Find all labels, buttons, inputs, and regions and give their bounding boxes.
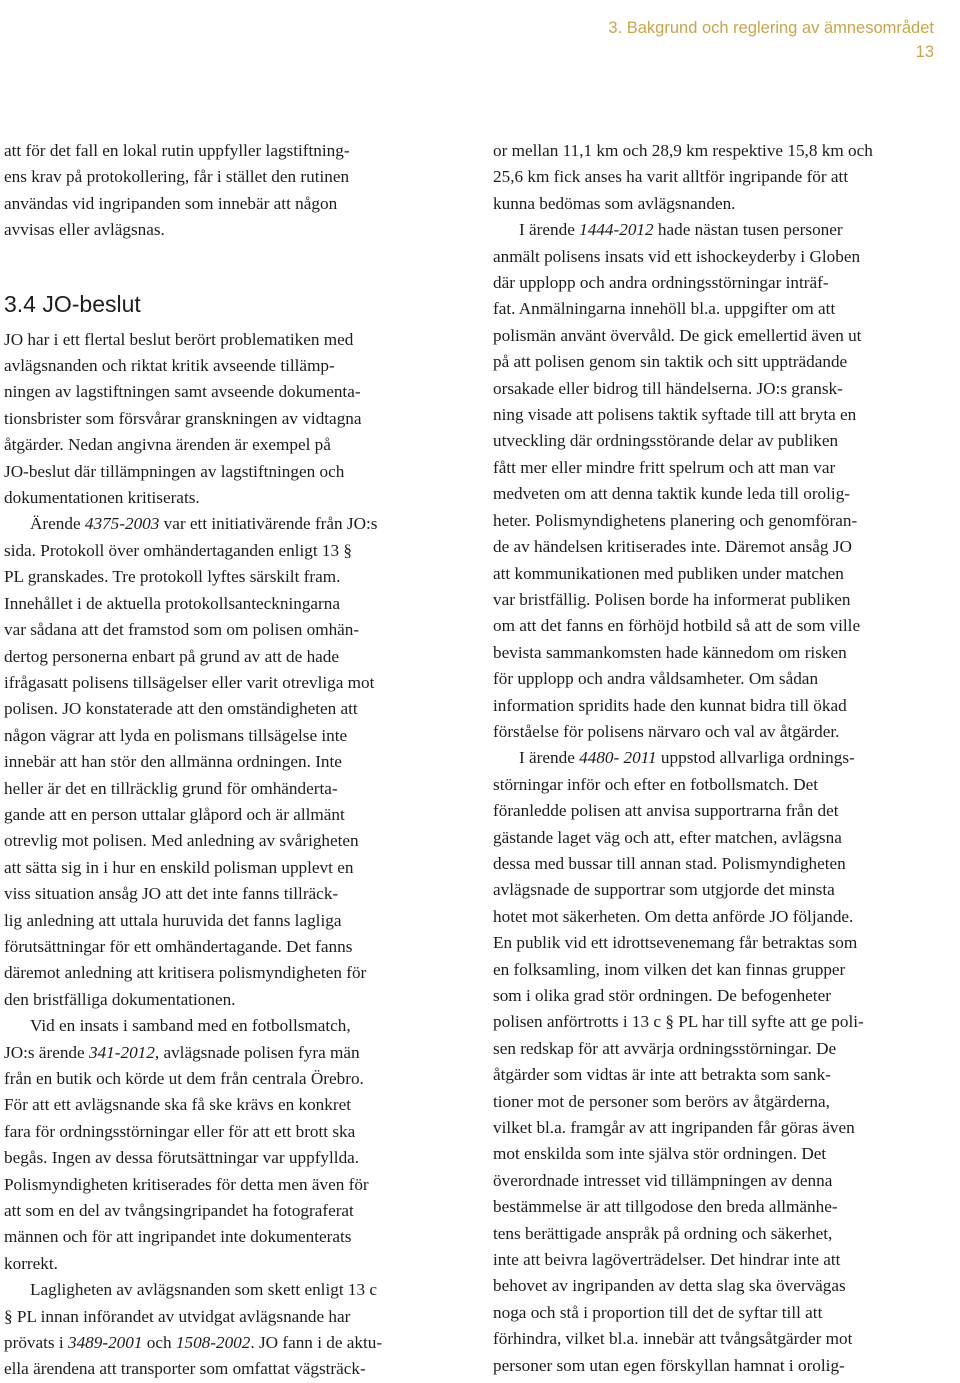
text-line: polisen. JO konstaterade att den omständigheten att: [4, 699, 358, 719]
paragraph-legality: [4, 1277, 466, 1383]
paragraph-intro: [4, 327, 466, 512]
text-line: männen och för att ingripandet inte dokumenterats: [4, 1227, 352, 1247]
text-line: de av händelsen kritiserades inte. Däremot ansåg JO: [493, 537, 852, 557]
text-line: Polismyndigheten kritiserades för detta men även för: [4, 1174, 369, 1194]
right-column: [493, 138, 955, 1379]
text-line: att kommunikationen med publiken under matchen: [493, 563, 844, 583]
case-number: 4480- 2011: [579, 748, 657, 768]
text-line: PL granskades. Tre protokoll lyftes särskilt fram.: [4, 567, 341, 587]
text-line: förutsättningar för ett omhändertagande. Det fanns: [4, 936, 353, 956]
text-line: personer som utan egen förskyllan hamnat i orolig-: [493, 1355, 845, 1375]
running-header: [608, 16, 934, 64]
text-line: ens krav på protokollering, får i stället den rutinen: [4, 167, 350, 187]
section-number: 3.4: [4, 290, 36, 317]
text-line: fara för ordningsstörningar eller för att ett brott ska: [4, 1121, 356, 1141]
text-line: ningen av lagstiftningen samt avseende dokumenta-: [4, 382, 361, 402]
text-line: sida. Protokoll över omhändertaganden enligt 13 §: [4, 540, 352, 560]
paragraph-case-1444-2012: [493, 217, 955, 745]
case-number: 1444-2012: [579, 220, 654, 240]
text-line: Vid en insats i samband med en fotbollsmatch,: [30, 1016, 351, 1036]
text-line: bestämmelse är att tillgodose den breda allmänhe-: [493, 1197, 838, 1217]
text-line: JO har i ett flertal beslut berört problematiken med: [4, 329, 354, 349]
paragraph-case-341-2012: [4, 1013, 466, 1277]
text-line: ella ärendena att transporter som omfattat vägsträck-: [4, 1359, 366, 1379]
text-line: användas vid ingripanden som innebär att någon: [4, 193, 338, 213]
text-line: avlägsnade de supportrar som utgjorde det minsta: [493, 880, 835, 900]
text-line: otrevlig mot polisen. Med anledning av svårigheten: [4, 831, 359, 851]
text-line: orsakade eller bidrog till händelserna. JO:s gransk-: [493, 378, 843, 398]
text-line: störningar inför och efter en fotbollsmatch. Det: [493, 774, 819, 794]
text-line: avvisas eller avlägsnas.: [4, 220, 165, 240]
text-line: att för det fall en lokal rutin uppfyller lagstiftning-: [4, 141, 350, 160]
text-line: innebär att han stör den allmänna ordningen. Inte: [4, 752, 342, 772]
text-span: . JO fann i de aktu-: [250, 1333, 383, 1353]
case-number: 1508-2002: [175, 1333, 251, 1353]
text-line: heter. Polismyndighetens planering och genomföran-: [493, 510, 858, 530]
text-line: begås. Ingen av dessa förutsättningar var uppfyllda.: [4, 1148, 360, 1168]
text-line: [493, 217, 955, 243]
text-line: sen redskap för att avvärja ordningsstörningar. De: [493, 1038, 837, 1058]
chapter-title: 3. Bakgrund och reglering av ämnesområdet: [608, 19, 934, 37]
section-heading: [4, 289, 466, 319]
paragraph-case-4375-2003: [4, 511, 466, 1013]
paragraph-case-4480-2011: [493, 745, 955, 1379]
text-line: fått mer eller mindre fritt spelrum och att man var: [493, 457, 836, 477]
text-line: tionsbrister som försvårar granskningen av vidtagna: [4, 408, 362, 428]
text-line: var sådana att det framstod som om polisen omhän-: [4, 620, 360, 640]
text-line: tens berättigade anspråk på ordning och säkerhet,: [493, 1223, 833, 1243]
text-line: utveckling där ordningsstörande delar av publiken: [493, 431, 839, 451]
text-line: bevista sammankomsten hade kännedom om risken: [493, 642, 847, 662]
text-line: [4, 511, 466, 537]
text-line: anmält polisens insats vid ett ishockeyderby i Globen: [493, 246, 861, 266]
text-line: ning visade att polisens taktik syftade till att bryta en: [493, 405, 857, 425]
text-line: För att ett avlägsnande ska få ske krävs en konkret: [4, 1095, 351, 1115]
text-line: tioner mot de personer som berörs av åtgärderna,: [493, 1091, 830, 1111]
text-line: polisen anförtrotts i 13 c § PL har till syfte att ge poli-: [493, 1012, 864, 1032]
text-line: fat. Anmälningarna innehöll bl.a. uppgifter om att: [493, 299, 836, 319]
page-number: 13: [915, 43, 934, 61]
case-number: 4375-2003: [84, 514, 160, 534]
text-span: och: [142, 1333, 176, 1353]
text-line: från en butik och körde ut dem från centrala Örebro.: [4, 1069, 364, 1088]
text-line: på att polisen genom sin taktik och sitt uppträdande: [493, 352, 848, 372]
text-line: däremot anledning att kritisera polismyndigheten för: [4, 963, 367, 983]
text-line: förhindra, vilket bl.a. innebär att tvångsåtgärder mot: [493, 1329, 853, 1349]
text-line: den bristfälliga dokumentationen.: [4, 989, 236, 1009]
text-line: en folksamling, inom vilken det kan finnas grupper: [493, 959, 846, 979]
text-line: förståelse för polisens närvaro och val av åtgärder.: [493, 721, 840, 741]
text-line: medveten om att denna taktik kunde leda till orolig-: [493, 484, 851, 504]
text-line: som i olika grad stör ordningen. De befogenheter: [493, 986, 831, 1005]
paragraph-continuation: [493, 138, 955, 217]
text-line: En publik vid ett idrottsevenemang får betraktas som: [493, 933, 858, 953]
text-line: för upplopp och andra våldsamheter. Om sådan: [493, 669, 819, 689]
text-span: JO:s ärende: [4, 1042, 89, 1062]
text-span: , avlägsnade polisen fyra män: [154, 1042, 360, 1062]
text-line: noga och stå i proportion till det de syftar till att: [493, 1302, 823, 1322]
text-span: I ärende: [519, 748, 580, 768]
text-line: att som en del av tvångsingripandet ha fotograferat: [4, 1201, 354, 1221]
text-span: uppstod allvarliga ordnings-: [656, 748, 855, 768]
text-line: polismän använt övervåld. De gick emellertid även ut: [493, 325, 862, 345]
text-line: att sätta sig in i hur en enskild polisman upplevt en: [4, 857, 354, 877]
case-number: 3489-2001: [67, 1333, 143, 1353]
intro-paragraph: [4, 138, 466, 244]
text-line: åtgärder. Nedan angivna ärenden är exempel på: [4, 435, 331, 455]
text-line: kunna bedömas som avlägsnanden.: [493, 193, 736, 213]
text-line: or mellan 11,1 km och 28,9 km respektive 15,8 km och: [493, 141, 873, 160]
text-line: korrekt.: [4, 1253, 58, 1273]
text-line: dessa med bussar till annan stad. Polismyndigheten: [493, 853, 846, 873]
text-line: någon vägrar att lyda en polismans tillsägelse inte: [4, 725, 348, 745]
text-span: Ärende: [30, 514, 85, 534]
text-line: åtgärder som vidtas är inte att betrakta som sank-: [493, 1065, 831, 1085]
text-line: gande att en person uttalar glåpord och är allmänt: [4, 804, 345, 824]
text-line: Lagligheten av avlägsnanden som skett enligt 13 c: [30, 1280, 377, 1300]
text-line: [4, 1040, 466, 1066]
text-line: hotet mot säkerheten. Om detta anförde JO följande.: [493, 906, 854, 926]
text-line: där upplopp och andra ordningsstörningar inträf-: [493, 273, 829, 293]
text-line: [4, 1330, 466, 1356]
text-line: mot enskilda som inte själva stör ordningen. Det: [493, 1144, 827, 1164]
section-title: JO-beslut: [42, 290, 141, 317]
text-line: gästande laget väg och att, efter matchen, avlägsna: [493, 827, 842, 847]
text-line: JO-beslut där tillämpningen av lagstiftningen och: [4, 461, 345, 481]
text-line: viss situation ansåg JO att det inte fanns tillräck-: [4, 884, 339, 904]
text-line: [493, 745, 955, 771]
text-line: om att det fanns en förhöjd hotbild så att de som ville: [493, 616, 861, 636]
text-span: prövats i: [4, 1333, 68, 1353]
text-span: I ärende: [519, 220, 580, 240]
text-line: dokumentationen kritiserats.: [4, 488, 200, 508]
text-line: § PL innan införandet av utvidgat avlägsnande har: [4, 1306, 351, 1326]
text-line: vilket bl.a. framgår av att ingripanden får göras även: [493, 1118, 855, 1138]
case-number: 341-2012: [88, 1042, 155, 1062]
text-line: information spridits hade den kunnat bidra till ökad: [493, 695, 847, 715]
text-line: var bristfällig. Polisen borde ha informerat publiken: [493, 589, 851, 609]
text-line: lig anledning att uttala huruvida det fanns lagliga: [4, 910, 342, 930]
left-column: [4, 138, 466, 1383]
text-line: behovet av ingripanden av detta slag ska övervägas: [493, 1276, 846, 1296]
text-line: heller är det en tillräcklig grund för omhänderta-: [4, 778, 338, 798]
text-line: inte att beivra lagöverträdelser. Det hindrar inte att: [493, 1250, 841, 1270]
text-line: dertog personerna enbart på grund av att de hade: [4, 646, 340, 666]
text-span: var ett initiativärende från JO:s: [159, 514, 378, 534]
text-span: hade nästan tusen personer: [653, 220, 843, 240]
text-line: avlägsnanden och riktat kritik avseende tillämp-: [4, 356, 335, 376]
text-line: föranledde polisen att anvisa supportrarna från det: [493, 801, 839, 821]
text-line: 25,6 km fick anses ha varit alltför ingripande för att: [493, 167, 849, 187]
text-line: Innehållet i de aktuella protokollsanteckningarna: [4, 593, 340, 613]
text-line: överordnade intresset vid tillämpningen av denna: [493, 1170, 833, 1190]
text-line: ifrågasatt polisens tillsägelser eller varit otrevliga mot: [4, 672, 375, 692]
